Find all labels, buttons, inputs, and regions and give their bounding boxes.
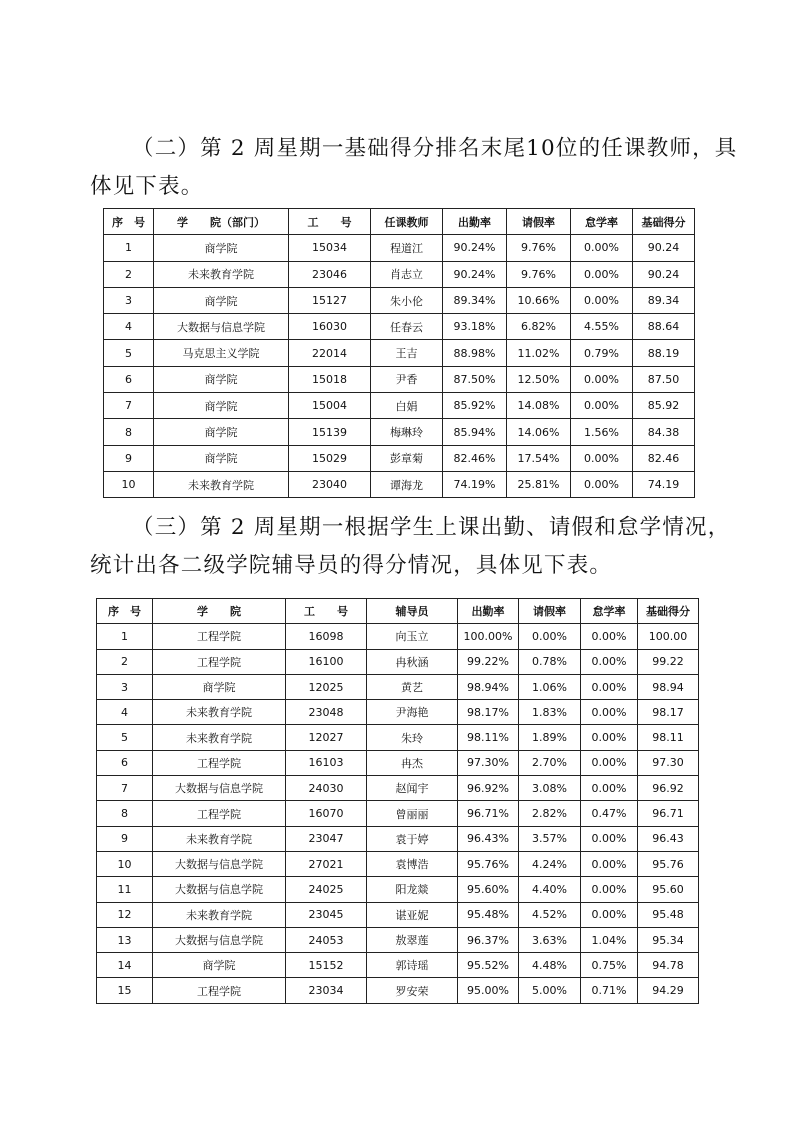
table-cell: 0.00% <box>519 624 581 649</box>
table-cell: 15 <box>97 978 153 1003</box>
table-cell: 96.92 <box>638 776 699 801</box>
table-cell: 88.98% <box>443 340 507 366</box>
table-cell: 0.00% <box>581 776 638 801</box>
table-row <box>104 471 695 497</box>
table-cell: 97.30% <box>458 750 519 775</box>
table-cell: 74.19% <box>443 471 507 497</box>
table-cell: 22014 <box>289 340 371 366</box>
table-cell: 93.18% <box>443 314 507 340</box>
table-cell: 0.75% <box>581 953 638 978</box>
table-cell: 4 <box>97 700 153 725</box>
section2-intro-line1: （二）第 2 周星期一基础得分排名末尾10位的任课教师，具 <box>132 136 738 161</box>
table-cell: 16070 <box>286 801 367 826</box>
table-cell: 肖志立 <box>371 261 443 287</box>
table-cell: 95.76% <box>458 851 519 876</box>
column-header: 请假率 <box>507 209 571 235</box>
table-cell: 1.89% <box>519 725 581 750</box>
table-cell: 商学院 <box>154 287 289 313</box>
table-header <box>104 209 695 235</box>
table-cell: 冉秋涵 <box>367 649 458 674</box>
column-header: 基础得分 <box>638 599 699 624</box>
table-cell: 94.29 <box>638 978 699 1003</box>
table-cell: 工程学院 <box>153 978 286 1003</box>
table-cell: 95.48 <box>638 902 699 927</box>
table-cell: 尹香 <box>371 366 443 392</box>
table-cell: 敖翠莲 <box>367 927 458 952</box>
table-row <box>97 902 699 927</box>
table-cell: 朱小伦 <box>371 287 443 313</box>
table-row <box>97 877 699 902</box>
table-cell: 0.00% <box>581 674 638 699</box>
table-cell: 84.38 <box>633 419 695 445</box>
table-cell: 郭诗瑶 <box>367 953 458 978</box>
table-cell: 梅琳玲 <box>371 419 443 445</box>
column-header: 出勤率 <box>458 599 519 624</box>
table-row <box>104 314 695 340</box>
table-row <box>104 393 695 419</box>
table-cell: 9 <box>97 826 153 851</box>
table-cell: 15127 <box>289 287 371 313</box>
table-cell: 85.92 <box>633 393 695 419</box>
column-header: 工 号 <box>286 599 367 624</box>
table-cell: 未来教育学院 <box>153 902 286 927</box>
table-cell: 0.78% <box>519 649 581 674</box>
table-cell: 15139 <box>289 419 371 445</box>
table-cell: 89.34% <box>443 287 507 313</box>
table-cell: 14.08% <box>507 393 571 419</box>
table-cell: 未来教育学院 <box>154 261 289 287</box>
table-cell: 工程学院 <box>153 649 286 674</box>
column-header: 工 号 <box>289 209 371 235</box>
table-cell: 0.00% <box>581 826 638 851</box>
table-cell: 15004 <box>289 393 371 419</box>
table-cell: 24053 <box>286 927 367 952</box>
table-row <box>104 340 695 366</box>
table-cell: 未来教育学院 <box>153 700 286 725</box>
table-cell: 10 <box>97 851 153 876</box>
table-cell: 15018 <box>289 366 371 392</box>
table-cell: 12025 <box>286 674 367 699</box>
table-row <box>97 953 699 978</box>
table-cell: 0.47% <box>581 801 638 826</box>
table-cell: 大数据与信息学院 <box>153 851 286 876</box>
table-cell: 商学院 <box>153 953 286 978</box>
table-cell: 大数据与信息学院 <box>154 314 289 340</box>
table-cell: 0.00% <box>581 624 638 649</box>
table-cell: 0.00% <box>581 902 638 927</box>
table-cell: 大数据与信息学院 <box>153 776 286 801</box>
table-cell: 24030 <box>286 776 367 801</box>
table-cell: 黄艺 <box>367 674 458 699</box>
table-cell: 12027 <box>286 725 367 750</box>
table-cell: 14.06% <box>507 419 571 445</box>
table-row <box>97 978 699 1003</box>
table-cell: 4.40% <box>519 877 581 902</box>
table-cell: 82.46% <box>443 445 507 471</box>
table-cell: 14 <box>97 953 153 978</box>
table-cell: 88.64 <box>633 314 695 340</box>
table-cell: 23040 <box>289 471 371 497</box>
table-cell: 9 <box>104 445 154 471</box>
table-cell: 3.08% <box>519 776 581 801</box>
teacher-ranking-table <box>103 208 695 498</box>
table-cell: 程道江 <box>371 235 443 261</box>
table-cell: 向玉立 <box>367 624 458 649</box>
table-cell: 17.54% <box>507 445 571 471</box>
table-cell: 24025 <box>286 877 367 902</box>
table-cell: 3 <box>104 287 154 313</box>
table-row <box>104 235 695 261</box>
table-cell: 74.19 <box>633 471 695 497</box>
table-cell: 朱玲 <box>367 725 458 750</box>
table-cell: 82.46 <box>633 445 695 471</box>
table-cell: 工程学院 <box>153 801 286 826</box>
table-cell: 3.63% <box>519 927 581 952</box>
table-cell: 98.94% <box>458 674 519 699</box>
table-cell: 100.00 <box>638 624 699 649</box>
table-row <box>97 649 699 674</box>
table-cell: 4.48% <box>519 953 581 978</box>
table-cell: 98.11 <box>638 725 699 750</box>
table-cell: 工程学院 <box>153 750 286 775</box>
table-cell: 99.22% <box>458 649 519 674</box>
table-cell: 95.76 <box>638 851 699 876</box>
table-cell: 90.24 <box>633 235 695 261</box>
table-row <box>104 287 695 313</box>
table-cell: 冉杰 <box>367 750 458 775</box>
column-header: 出勤率 <box>443 209 507 235</box>
table-cell: 0.00% <box>581 877 638 902</box>
table-cell: 15029 <box>289 445 371 471</box>
table-cell: 袁于婷 <box>367 826 458 851</box>
table-cell: 未来教育学院 <box>153 725 286 750</box>
table-cell: 0.00% <box>581 725 638 750</box>
table-cell: 4.24% <box>519 851 581 876</box>
table-cell: 85.92% <box>443 393 507 419</box>
table-cell: 谭海龙 <box>371 471 443 497</box>
table-row <box>97 624 699 649</box>
table-cell: 4.55% <box>571 314 633 340</box>
table-cell: 23034 <box>286 978 367 1003</box>
column-header: 基础得分 <box>633 209 695 235</box>
counselor-score-table <box>96 598 699 1004</box>
table-cell: 90.24 <box>633 261 695 287</box>
table-row <box>97 725 699 750</box>
table-cell: 大数据与信息学院 <box>153 877 286 902</box>
table-cell: 9.76% <box>507 235 571 261</box>
column-header: 序 号 <box>97 599 153 624</box>
header-row <box>104 209 695 235</box>
table-cell: 6.82% <box>507 314 571 340</box>
table-cell: 曾丽丽 <box>367 801 458 826</box>
table-cell: 0.00% <box>571 261 633 287</box>
table-row <box>97 700 699 725</box>
table-row <box>104 419 695 445</box>
table-row <box>97 776 699 801</box>
table-cell: 8 <box>97 801 153 826</box>
table-cell: 1.04% <box>581 927 638 952</box>
table-cell: 27021 <box>286 851 367 876</box>
column-header: 请假率 <box>519 599 581 624</box>
table-cell: 0.00% <box>581 649 638 674</box>
table-cell: 商学院 <box>154 235 289 261</box>
table-cell: 王吉 <box>371 340 443 366</box>
table-row <box>97 674 699 699</box>
table-cell: 商学院 <box>154 366 289 392</box>
table-cell: 85.94% <box>443 419 507 445</box>
table-cell: 彭章菊 <box>371 445 443 471</box>
table-cell: 7 <box>104 393 154 419</box>
table-cell: 2.82% <box>519 801 581 826</box>
table-header <box>97 599 699 624</box>
table-cell: 90.24% <box>443 261 507 287</box>
table-cell: 12 <box>97 902 153 927</box>
table-cell: 3 <box>97 674 153 699</box>
table-cell: 5.00% <box>519 978 581 1003</box>
section2-intro-line2: 体见下表。 <box>90 174 204 199</box>
table-cell: 7 <box>97 776 153 801</box>
table-cell: 25.81% <box>507 471 571 497</box>
table-cell: 96.92% <box>458 776 519 801</box>
table-cell: 0.00% <box>571 393 633 419</box>
table-cell: 任春云 <box>371 314 443 340</box>
table-row <box>104 261 695 287</box>
table-cell: 94.78 <box>638 953 699 978</box>
table-cell: 95.48% <box>458 902 519 927</box>
table-cell: 95.00% <box>458 978 519 1003</box>
header-row <box>97 599 699 624</box>
table-cell: 15034 <box>289 235 371 261</box>
table-cell: 10.66% <box>507 287 571 313</box>
table-body <box>97 624 699 1003</box>
table-row <box>104 366 695 392</box>
table-cell: 0.00% <box>571 235 633 261</box>
table-cell: 16098 <box>286 624 367 649</box>
table-row <box>97 851 699 876</box>
table-cell: 5 <box>104 340 154 366</box>
table-cell: 96.71 <box>638 801 699 826</box>
table-cell: 16030 <box>289 314 371 340</box>
table-cell: 0.00% <box>581 750 638 775</box>
table-cell: 2 <box>104 261 154 287</box>
table-body <box>104 235 695 498</box>
column-header: 学 院 <box>153 599 286 624</box>
table-cell: 0.00% <box>581 700 638 725</box>
table-cell: 6 <box>104 366 154 392</box>
table-cell: 96.43% <box>458 826 519 851</box>
table-cell: 16103 <box>286 750 367 775</box>
table-row <box>104 445 695 471</box>
table-cell: 11.02% <box>507 340 571 366</box>
column-header: 学 院（部门） <box>154 209 289 235</box>
table-cell: 0.00% <box>571 287 633 313</box>
table-cell: 89.34 <box>633 287 695 313</box>
table-row <box>97 750 699 775</box>
table-cell: 1 <box>104 235 154 261</box>
table-cell: 赵闻宇 <box>367 776 458 801</box>
table-cell: 未来教育学院 <box>153 826 286 851</box>
table-cell: 0.00% <box>571 471 633 497</box>
table-cell: 袁博浩 <box>367 851 458 876</box>
section3-intro-line1: （三）第 2 周星期一根据学生上课出勤、请假和怠学情况， <box>132 515 731 540</box>
table-cell: 15152 <box>286 953 367 978</box>
table-cell: 0.71% <box>581 978 638 1003</box>
table-cell: 大数据与信息学院 <box>153 927 286 952</box>
table-cell: 13 <box>97 927 153 952</box>
table-cell: 未来教育学院 <box>154 471 289 497</box>
column-header: 怠学率 <box>581 599 638 624</box>
table-cell: 0.00% <box>581 851 638 876</box>
table-cell: 罗安荣 <box>367 978 458 1003</box>
table-cell: 马克思主义学院 <box>154 340 289 366</box>
table-cell: 87.50% <box>443 366 507 392</box>
table-cell: 96.71% <box>458 801 519 826</box>
column-header: 怠学率 <box>571 209 633 235</box>
table-cell: 0.00% <box>571 445 633 471</box>
table-cell: 11 <box>97 877 153 902</box>
table-cell: 商学院 <box>154 445 289 471</box>
table-cell: 1.06% <box>519 674 581 699</box>
table-cell: 工程学院 <box>153 624 286 649</box>
table-cell: 95.52% <box>458 953 519 978</box>
table-cell: 1 <box>97 624 153 649</box>
table-cell: 87.50 <box>633 366 695 392</box>
table-cell: 98.94 <box>638 674 699 699</box>
table-cell: 阳龙燚 <box>367 877 458 902</box>
table-cell: 3.57% <box>519 826 581 851</box>
table-cell: 16100 <box>286 649 367 674</box>
table-cell: 1.83% <box>519 700 581 725</box>
table-cell: 95.60% <box>458 877 519 902</box>
table-cell: 100.00% <box>458 624 519 649</box>
column-header: 序 号 <box>104 209 154 235</box>
table-cell: 尹海艳 <box>367 700 458 725</box>
table-cell: 4 <box>104 314 154 340</box>
table-row <box>97 826 699 851</box>
table-cell: 6 <box>97 750 153 775</box>
section3-intro-line2: 统计出各二级学院辅导员的得分情况，具体见下表。 <box>90 553 613 578</box>
table-cell: 谌亚妮 <box>367 902 458 927</box>
table-cell: 23047 <box>286 826 367 851</box>
table-cell: 1.56% <box>571 419 633 445</box>
table-cell: 96.37% <box>458 927 519 952</box>
table-cell: 商学院 <box>154 419 289 445</box>
table-cell: 0.79% <box>571 340 633 366</box>
table-cell: 88.19 <box>633 340 695 366</box>
column-header: 任课教师 <box>371 209 443 235</box>
table-cell: 商学院 <box>154 393 289 419</box>
table-cell: 23048 <box>286 700 367 725</box>
table-cell: 98.17% <box>458 700 519 725</box>
table-cell: 99.22 <box>638 649 699 674</box>
table-cell: 4.52% <box>519 902 581 927</box>
table-cell: 90.24% <box>443 235 507 261</box>
table-cell: 8 <box>104 419 154 445</box>
table-cell: 23046 <box>289 261 371 287</box>
table-cell: 5 <box>97 725 153 750</box>
table-row <box>97 801 699 826</box>
table-cell: 96.43 <box>638 826 699 851</box>
table-cell: 97.30 <box>638 750 699 775</box>
table-cell: 0.00% <box>571 366 633 392</box>
table-cell: 商学院 <box>153 674 286 699</box>
table-cell: 2 <box>97 649 153 674</box>
column-header: 辅导员 <box>367 599 458 624</box>
table-cell: 95.34 <box>638 927 699 952</box>
table-cell: 12.50% <box>507 366 571 392</box>
table-cell: 98.17 <box>638 700 699 725</box>
table-cell: 10 <box>104 471 154 497</box>
table-cell: 2.70% <box>519 750 581 775</box>
table-cell: 23045 <box>286 902 367 927</box>
table-row <box>97 927 699 952</box>
table-cell: 95.60 <box>638 877 699 902</box>
table-cell: 9.76% <box>507 261 571 287</box>
table-cell: 白娟 <box>371 393 443 419</box>
table-cell: 98.11% <box>458 725 519 750</box>
